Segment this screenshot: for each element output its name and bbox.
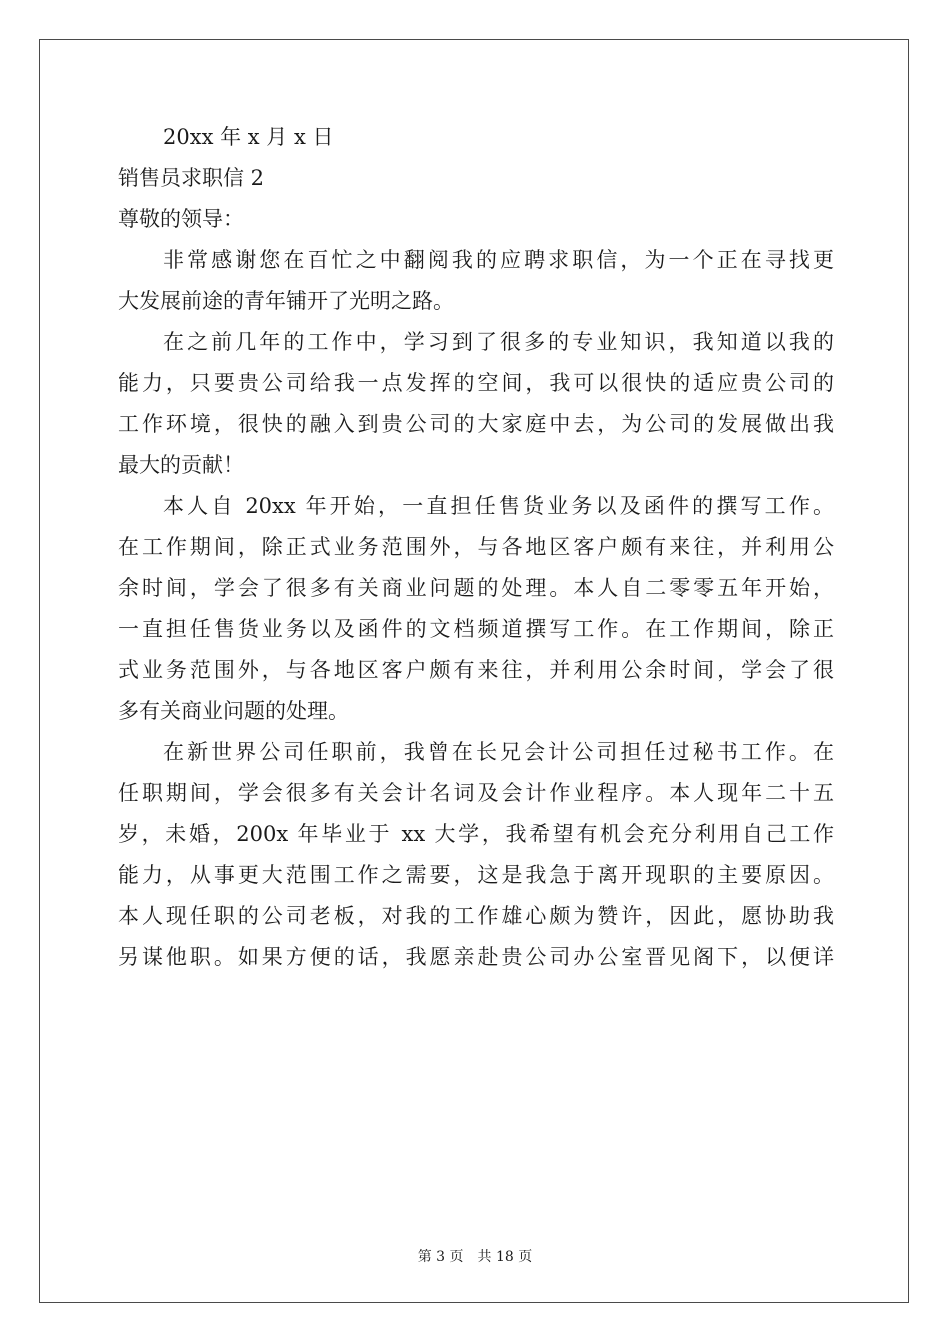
paragraph-line: 工作环境，很快的融入到贵公司的大家庭中去，为公司的发展做出我 — [118, 412, 834, 436]
paragraph-line: 非常感谢您在百忙之中翻阅我的应聘求职信，为一个正在寻找更 — [163, 248, 834, 272]
paragraph-line: 大发展前途的青年铺开了光明之路。 — [118, 289, 454, 313]
paragraph-line: 能力，只要贵公司给我一点发挥的空间，我可以很快的适应贵公司的 — [118, 371, 834, 395]
paragraph-4 — [118, 739, 834, 970]
paragraph-2 — [118, 329, 834, 478]
paragraph-line: 岁，未婚，200x 年毕业于 xx 大学，我希望有机会充分利用自己工作 — [118, 822, 834, 846]
paragraph-line: 一直担任售货业务以及函件的文档频道撰写工作。在工作期间，除正 — [118, 617, 834, 641]
paragraph-line: 任职期间，学会很多有关会计名词及会计作业程序。本人现年二十五 — [118, 781, 834, 805]
paragraph-line: 最大的贡献！ — [118, 453, 244, 477]
paragraph-line: 余时间，学会了很多有关商业问题的处理。本人自二零零五年开始， — [118, 576, 834, 600]
paragraph-line: 在工作期间，除正式业务范围外，与各地区客户颇有来往，并利用公 — [118, 535, 834, 559]
paragraph-line: 式业务范围外，与各地区客户颇有来往，并利用公余时间，学会了很 — [118, 658, 834, 682]
paragraph-1 — [118, 247, 834, 314]
paragraph-line: 在之前几年的工作中，学习到了很多的专业知识，我知道以我的 — [163, 330, 834, 354]
paragraph-3 — [118, 493, 834, 724]
letter-body — [118, 124, 834, 985]
page-total: 共 18 页 — [477, 1249, 533, 1265]
letter-title: 销售员求职信 2 — [118, 166, 265, 190]
paragraph-line: 能力，从事更大范围工作之需要，这是我急于离开现职的主要原因。 — [118, 863, 834, 887]
paragraph-line: 多有关商业问题的处理。 — [118, 699, 349, 723]
paragraph-line: 本人自 20xx 年开始，一直担任售货业务以及函件的撰写工作。 — [163, 494, 834, 518]
paragraph-line: 本人现任职的公司老板，对我的工作雄心颇为赞许，因此，愿协助我 — [118, 904, 834, 928]
date-line: 20xx 年 x 月 x 日 — [163, 125, 334, 149]
paragraph-line: 另谋他职。如果方便的话，我愿亲赴贵公司办公室晋见阁下，以便详 — [118, 945, 834, 969]
salutation: 尊敬的领导： — [118, 207, 244, 231]
page-number: 第 3 页 — [417, 1249, 464, 1265]
paragraph-line: 在新世界公司任职前，我曾在长兄会计公司担任过秘书工作。在 — [163, 740, 834, 764]
page-footer — [0, 1248, 950, 1266]
